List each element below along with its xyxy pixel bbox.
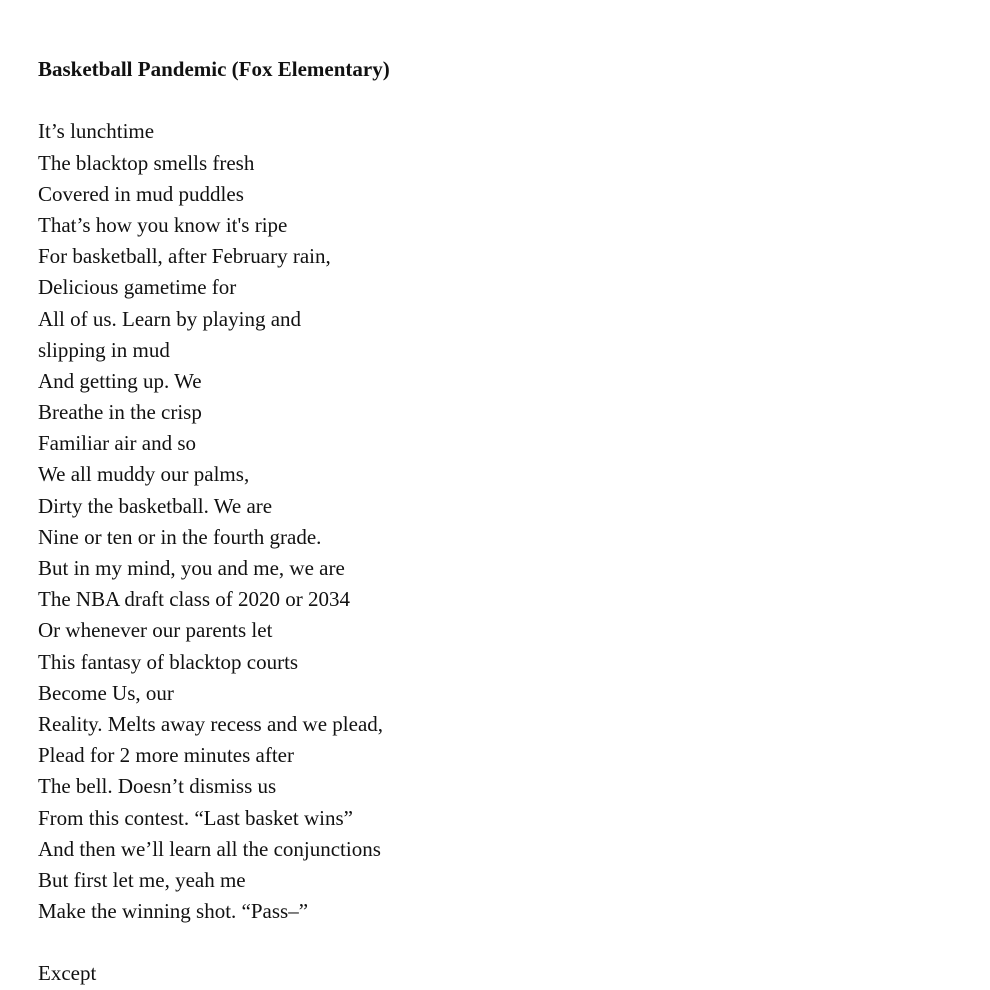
poem-line: It’s lunchtime — [38, 119, 155, 144]
poem-line: That’s how you know it's ripe — [38, 212, 288, 237]
poem-line: We all muddy our palms, — [38, 462, 250, 487]
poem-line: slipping in mud — [38, 337, 170, 362]
poem-line: From this contest. “Last basket wins” — [38, 805, 353, 830]
poem-line: Familiar air and so — [38, 431, 197, 456]
poem-line: The blacktop smells fresh — [38, 150, 255, 175]
title-spacer — [38, 85, 958, 116]
poem-line: For basketball, after February rain, — [38, 244, 331, 269]
poem-line: The NBA draft class of 2020 or 2034 — [38, 587, 351, 612]
poem-line: All of us. Learn by playing and — [38, 306, 302, 331]
poem-line: And getting up. We — [38, 368, 202, 393]
poem-line: This fantasy of blacktop courts — [38, 649, 299, 674]
poem-line: Breathe in the crisp — [38, 400, 202, 425]
poem-line: And then we’ll learn all the conjunctions — [38, 836, 381, 861]
poem-line: Dirty the basketball. We are — [38, 493, 273, 518]
stanza-spacer — [38, 927, 958, 958]
poem-line: Plead for 2 more minutes after — [38, 743, 294, 768]
poem-title: Basketball Pandemic (Fox Elementary) — [38, 57, 390, 81]
poem-line: The bell. Doesn’t dismiss us — [38, 774, 277, 799]
poem-line: But first let me, yeah me — [38, 867, 246, 892]
poem-line: Or whenever our parents let — [38, 618, 273, 643]
poem-line: Delicious gametime for — [38, 275, 237, 300]
poem-line: Except — [38, 961, 97, 986]
poem-line: Reality. Melts away recess and we plead, — [38, 711, 384, 736]
stanza-1 — [38, 116, 958, 927]
poem-line: Make the winning shot. “Pass–” — [38, 899, 309, 924]
poem-line: But in my mind, you and me, we are — [38, 556, 345, 580]
poem-line: Covered in mud puddles — [38, 181, 244, 206]
poem-line: Become Us, our — [38, 680, 174, 705]
poem-line: Nine or ten or in the fourth grade. — [38, 524, 322, 549]
document-page — [38, 54, 958, 990]
stanza-2 — [38, 958, 958, 989]
